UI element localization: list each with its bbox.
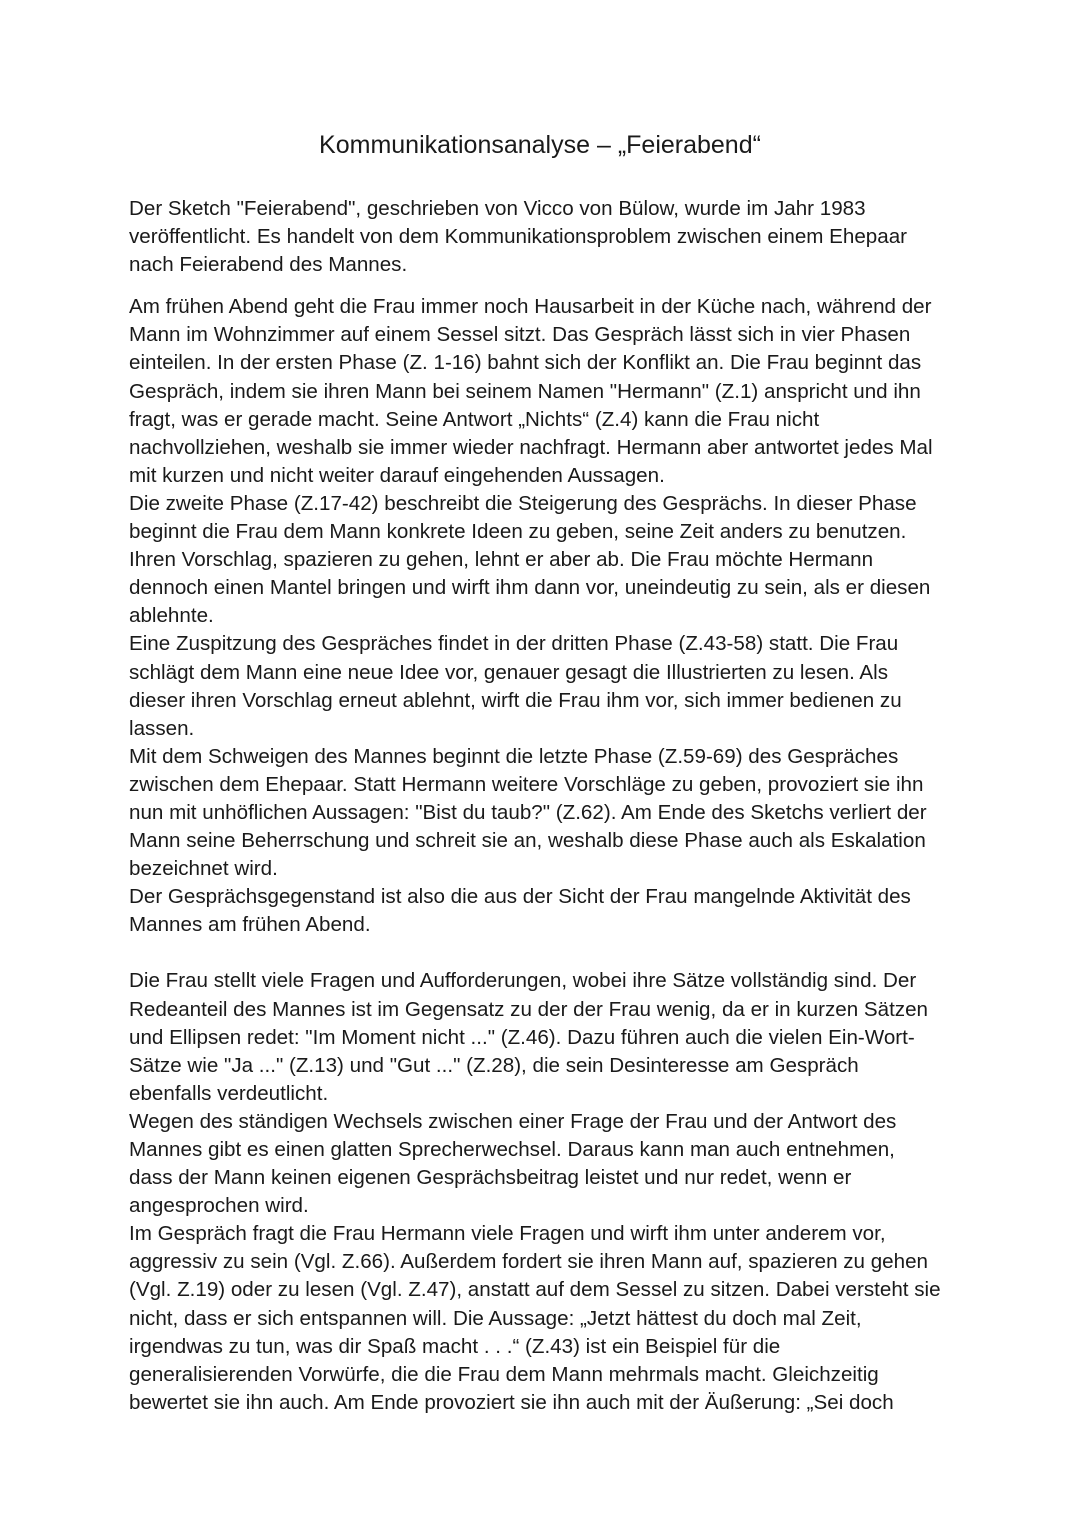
text-line: fragt, was er gerade macht. Seine Antwort „Nichts“ (Z.4) kann die Frau nicht — [129, 407, 820, 431]
text-line: nun mit unhöflichen Aussagen: "Bist du taub?" (Z.62). Am Ende des Sketchs verliert der — [129, 800, 927, 824]
paragraph-analysis — [129, 967, 959, 1417]
text-line: und Ellipsen redet: "Im Moment nicht ..." (Z.46). Dazu führen auch die vielen Ein-Wort- — [129, 1025, 915, 1049]
text-line: angesprochen wird. — [129, 1194, 309, 1218]
text-line: ablehnte. — [129, 604, 214, 628]
text-line: ebenfalls verdeutlicht. — [129, 1081, 329, 1105]
text-line: Mann seine Beherrschung und schreit sie an, weshalb diese Phase auch als Eskalation — [129, 829, 926, 853]
text-line: Im Gespräch fragt die Frau Hermann viele Fragen und wirft ihm unter anderem vor, — [129, 1222, 886, 1246]
text-line: Mann im Wohnzimmer auf einem Sessel sitzt. Das Gespräch lässt sich in vier Phasen — [129, 323, 911, 347]
text-line: nach Feierabend des Mannes. — [129, 253, 408, 277]
paragraph-spacer — [129, 939, 959, 967]
text-line: einteilen. In der ersten Phase (Z. 1-16) bahnt sich der Konflikt an. Die Frau beginnt das — [129, 351, 922, 375]
text-line: dennoch einen Mantel bringen und wirft ihm dann vor, uneindeutig zu sein, als er diesen — [129, 576, 931, 600]
text-line: generalisierenden Vorwürfe, die die Frau dem Mann mehrmals macht. Gleichzeitig — [129, 1362, 879, 1386]
text-line: bewertet sie ihn auch. Am Ende provoziert sie ihn auch mit der Äußerung: „Sei doch — [129, 1390, 894, 1414]
text-line: nachvollziehen, weshalb sie immer wieder nachfragt. Hermann aber antwortet jedes Mal — [129, 435, 933, 459]
paragraph-intro — [129, 195, 959, 279]
text-line: dass der Mann keinen eigenen Gesprächsbeitrag leistet und nur redet, wenn er — [129, 1166, 852, 1190]
text-line: Ihren Vorschlag, spazieren zu gehen, lehnt er aber ab. Die Frau möchte Hermann — [129, 548, 874, 572]
text-line: zwischen dem Ehepaar. Statt Hermann weitere Vorschläge zu geben, provoziert sie ihn — [129, 772, 924, 796]
text-line: aggressiv zu sein (Vgl. Z.66). Außerdem fordert sie ihren Mann auf, spazieren zu gehen — [129, 1250, 928, 1274]
page-title: Kommunikationsanalyse – „Feierabend“ — [319, 131, 761, 159]
text-line: Die zweite Phase (Z.17-42) beschreibt die Steigerung des Gesprächs. In dieser Phase — [129, 491, 917, 515]
text-line: Der Sketch "Feierabend", geschrieben von Vicco von Bülow, wurde im Jahr 1983 — [129, 197, 866, 220]
text-line: Mit dem Schweigen des Mannes beginnt die letzte Phase (Z.59-69) des Gespräches — [129, 744, 899, 768]
text-line: Mannes gibt es einen glatten Sprecherwechsel. Daraus kann man auch entnehmen, — [129, 1138, 895, 1161]
document-body — [129, 195, 959, 1417]
text-line: Wegen des ständigen Wechsels zwischen einer Frage der Frau und der Antwort des — [129, 1109, 897, 1133]
text-line: veröffentlicht. Es handelt von dem Kommunikationsproblem zwischen einem Ehepaar — [129, 225, 908, 249]
text-line: Redeanteil des Mannes ist im Gegensatz zu der der Frau wenig, da er in kurzen Sätzen — [129, 997, 929, 1021]
text-line: Der Gesprächsgegenstand ist also die aus der Sicht der Frau mangelnde Aktivität des — [129, 885, 911, 909]
text-line: (Vgl. Z.19) oder zu lesen (Vgl. Z.47), anstatt auf dem Sessel zu sitzen. Dabei versteht sie — [129, 1278, 941, 1302]
text-line: beginnt die Frau dem Mann konkrete Ideen zu geben, seine Zeit anders zu benutzen. — [129, 520, 907, 544]
text-line: bezeichnet wird. — [129, 857, 278, 881]
text-line: Sätze wie "Ja ..." (Z.13) und "Gut ..." (Z.28), die sein Desinteresse am Gespräch — [129, 1053, 859, 1077]
paragraph-spacer — [129, 279, 959, 293]
text-line: irgendwas zu tun, was dir Spaß macht . . .“ (Z.43) ist ein Beispiel für die — [129, 1334, 781, 1358]
text-line: nicht, dass er sich entspannen will. Die Aussage: „Jetzt hättest du doch mal Zeit, — [129, 1306, 862, 1330]
text-line: lassen. — [129, 716, 195, 740]
text-line: schlägt dem Mann eine neue Idee vor, genauer gesagt die Illustrierten zu lesen. Als — [129, 660, 889, 684]
text-line: Gespräch, indem sie ihren Mann bei seinem Namen "Hermann" (Z.1) anspricht und ihn — [129, 379, 921, 403]
text-line: Am frühen Abend geht die Frau immer noch Hausarbeit in der Küche nach, während der — [129, 295, 932, 319]
paragraph-phases — [129, 293, 959, 939]
text-line: dieser ihren Vorschlag erneut ablehnt, wirft die Frau ihm vor, sich immer bedienen zu — [129, 688, 902, 712]
text-line: Die Frau stellt viele Fragen und Aufforderungen, wobei ihre Sätze vollständig sind. Der — [129, 969, 917, 993]
text-line: Eine Zuspitzung des Gespräches findet in der dritten Phase (Z.43-58) statt. Die Frau — [129, 632, 899, 656]
text-line: Mannes am frühen Abend. — [129, 913, 371, 937]
text-line: mit kurzen und nicht weiter darauf eingehenden Aussagen. — [129, 463, 665, 487]
